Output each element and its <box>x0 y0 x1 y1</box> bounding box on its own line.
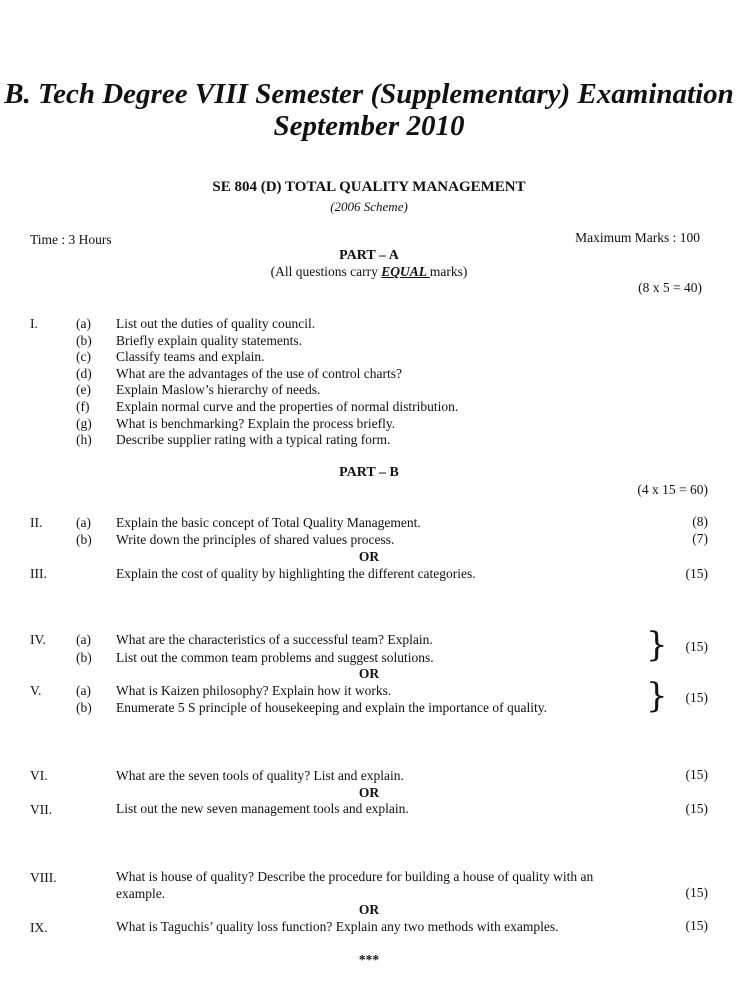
question-text: What are the advantages of the use of control charts? <box>116 365 402 381</box>
or-separator: OR <box>358 549 380 564</box>
question-marks: (8) <box>692 514 708 529</box>
sub-label: (a) <box>76 683 91 698</box>
part-a-marks: (8 x 5 = 40) <box>638 280 702 295</box>
brace-icon: } <box>646 676 668 716</box>
question-text: What is benchmarking? Explain the process briefly. <box>116 415 396 431</box>
sub-label: (b) <box>76 700 92 715</box>
question-text: What are the characteristics of a successful team? Explain. <box>116 632 433 647</box>
sub-label: (f) <box>76 399 90 414</box>
sub-label: (c) <box>76 349 91 365</box>
question-text: example. <box>116 886 166 901</box>
question-text: What is house of quality? Describe the procedure for building a house of quality with an <box>116 869 594 884</box>
question-marks: (15) <box>685 801 708 816</box>
part-b-heading: PART – B <box>339 465 399 480</box>
question-number: VII. <box>30 802 53 817</box>
question-text: What is Taguchis’ quality loss function? Explain any two methods with examples. <box>116 919 559 934</box>
sub-label: (b) <box>76 650 92 665</box>
question-marks: (15) <box>685 918 708 933</box>
max-marks-label: Maximum Marks : 100 <box>575 230 700 245</box>
question-text: List out the duties of quality council. <box>116 316 316 331</box>
question-text: List out the common team problems and suggest solutions. <box>116 650 434 665</box>
brace-icon: } <box>646 625 668 665</box>
question-marks: (15) <box>685 767 708 782</box>
question-text: Explain Maslow’s hierarchy of needs. <box>116 382 321 398</box>
or-separator: OR <box>358 666 380 681</box>
end-mark: *** <box>358 952 380 967</box>
time-label: Time : 3 Hours <box>30 232 112 247</box>
question-number: VIII. <box>30 870 57 885</box>
sub-label: (d) <box>76 365 92 381</box>
part-a-heading: PART – A <box>339 248 399 263</box>
sub-label: (b) <box>76 532 92 547</box>
question-text: Enumerate 5 S principle of housekeeping and explain the importance of quality. <box>116 700 547 715</box>
question-text: Explain normal curve and the properties of normal distribution. <box>116 399 459 414</box>
question-text: Write down the principles of shared values process. <box>116 532 395 547</box>
exam-title: B. Tech Degree VIII Semester (Supplementary) Examination <box>4 78 734 110</box>
question-number: I. <box>30 316 38 331</box>
question-marks: (15) <box>685 566 708 581</box>
question-text: What is Kaizen philosophy? Explain how it works. <box>116 683 392 698</box>
question-number: IV. <box>30 632 46 647</box>
subject-title: SE 804 (D) TOTAL QUALITY MANAGEMENT <box>212 179 526 195</box>
question-text: Briefly explain quality statements. <box>116 332 302 348</box>
question-text: What are the seven tools of quality? List and explain. <box>116 768 404 783</box>
question-number: VI. <box>30 768 48 783</box>
question-marks: (15) <box>685 639 708 654</box>
part-b-marks: (4 x 15 = 60) <box>637 482 708 497</box>
question-marks: (7) <box>692 531 708 546</box>
question-text: Explain the cost of quality by highlighting the different categories. <box>116 566 476 581</box>
sub-label: (a) <box>76 632 91 647</box>
sub-label: (h) <box>76 432 92 448</box>
question-text: Explain the basic concept of Total Quality Management. <box>116 515 421 530</box>
part-a-note-suffix: marks) <box>429 264 468 279</box>
scheme-label: (2006 Scheme) <box>330 199 408 214</box>
question-number: V. <box>30 683 42 698</box>
question-number: III. <box>30 566 47 581</box>
question-number: IX. <box>30 920 48 935</box>
question-text: List out the new seven management tools and explain. <box>116 801 409 816</box>
question-marks: (15) <box>685 885 708 900</box>
sub-label: (g) <box>76 415 92 431</box>
exam-date: September 2010 <box>273 110 465 142</box>
question-text: Classify teams and explain. <box>116 349 265 365</box>
question-marks: (15) <box>685 690 708 705</box>
sub-label: (e) <box>76 382 91 398</box>
part-a-note <box>0 264 738 280</box>
sub-label: (a) <box>76 316 91 331</box>
part-a-note-emphasis: EQUAL <box>381 264 430 279</box>
question-text: Describe supplier rating with a typical rating form. <box>116 432 391 448</box>
sub-label: (a) <box>76 515 91 530</box>
part-a-note-prefix: (All questions carry <box>270 264 382 279</box>
sub-label: (b) <box>76 332 92 348</box>
or-separator: OR <box>358 785 380 800</box>
question-number: II. <box>30 515 43 530</box>
or-separator: OR <box>358 902 380 917</box>
